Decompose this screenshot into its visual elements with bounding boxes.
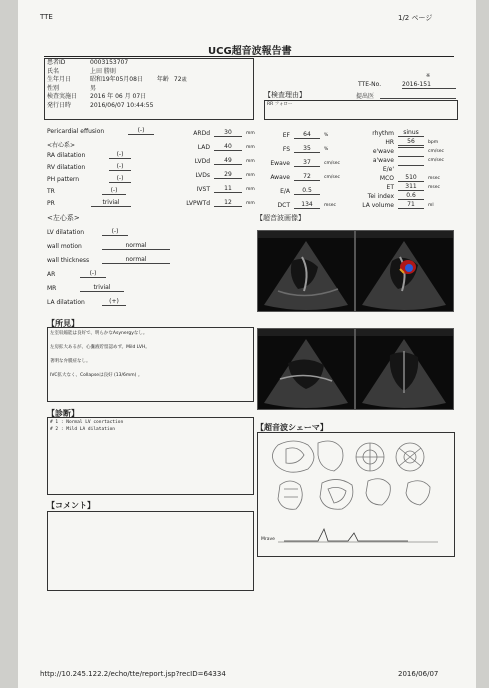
mr-value: trivial xyxy=(80,284,124,292)
exam-reason-label: 【検査理由】 xyxy=(264,91,306,99)
dims-value: 12 xyxy=(214,199,242,207)
echo-image-2 xyxy=(355,230,454,312)
dims-label: IVST xyxy=(196,186,210,193)
rhythm-label: MCO xyxy=(379,175,394,182)
schema-title: 【超音波シェーマ】 xyxy=(256,423,328,432)
finding-line-4: IVC拡大なく、Collapseは良好 (13/6mm) 。 xyxy=(50,373,143,378)
rhythm-unit: bpm xyxy=(428,140,439,145)
rhythm-unit: ml xyxy=(428,203,434,208)
finding-line-2: 左房拡大あるが、心嚢液貯留認めず。Mild LVH。 xyxy=(50,345,150,350)
dims-label: LVPWTd xyxy=(186,200,210,207)
exam-date: 2016 年 06 月 07日 xyxy=(90,93,147,101)
rhythm-unit: msec xyxy=(428,176,440,181)
note-mark: ※ xyxy=(426,73,431,79)
comment-title: 【コメント】 xyxy=(47,501,95,510)
rhythm-value xyxy=(398,147,424,148)
rv-value: (-) xyxy=(109,163,131,171)
exam-reason: RR フォロー xyxy=(267,102,293,107)
submitter-label: 提出医 xyxy=(356,93,375,100)
patient-name: 上田 勝則 xyxy=(90,67,116,75)
pr-value: trivial xyxy=(91,199,131,207)
submitter-line xyxy=(380,98,456,99)
ph-value: (-) xyxy=(109,175,131,183)
dims-unit: mm xyxy=(246,159,255,164)
rhythm-label: rhythm xyxy=(372,130,394,137)
right-heart-title: <右心系> xyxy=(47,142,76,149)
report-title: UCG超音波報告書 xyxy=(208,46,292,57)
func-unit: cm/sec xyxy=(324,161,340,166)
id-label: 患者ID xyxy=(47,59,66,66)
rv-label: RV dilatation xyxy=(47,164,86,171)
age-unit: 歳 xyxy=(181,77,187,84)
exam-reason-box xyxy=(264,100,458,120)
ph-label: PH pattern xyxy=(47,176,80,183)
func-value: 72 xyxy=(294,173,320,181)
patient-values xyxy=(90,59,187,111)
ar-value: (-) xyxy=(80,270,106,278)
rhythm-unit: cm/sec xyxy=(428,149,444,154)
la-label: LA dilatation xyxy=(47,299,85,306)
finding-line-1: 左室収縮能は良好で、明らかなAsynergyなし。 xyxy=(50,331,148,336)
rhythm-value: 311 xyxy=(398,183,424,191)
dims-value: 11 xyxy=(214,185,242,193)
func-label: DCT xyxy=(277,202,290,209)
rhythm-value: 56 xyxy=(398,138,424,146)
diagnosis-line-2: # 2 : Mild LA dilatation xyxy=(50,427,116,432)
report-page xyxy=(18,0,476,688)
dims-label: LVDs xyxy=(195,172,210,179)
dims-unit: mm xyxy=(246,131,255,136)
rhythm-value: 510 xyxy=(398,174,424,182)
age-label: 年齢 xyxy=(156,76,169,84)
comment-box xyxy=(47,511,254,591)
wall-thickness-label: wall thickness xyxy=(47,257,90,264)
ar-label: AR xyxy=(47,271,56,278)
rhythm-label: a'wave xyxy=(372,157,394,164)
func-value: 134 xyxy=(294,201,320,209)
issue-label: 発行日時 xyxy=(47,101,72,109)
rhythm-value: 71 xyxy=(398,201,424,209)
func-unit: cm/sec xyxy=(324,175,340,180)
func-unit: % xyxy=(324,133,329,138)
pericardial-label: Pericardial effusion xyxy=(47,128,105,135)
echo-image-4 xyxy=(355,328,454,410)
page-indicator: 1/2 ページ xyxy=(398,14,433,22)
lv-value: (-) xyxy=(102,228,128,236)
exam-date-label: 検査実施日 xyxy=(47,93,78,101)
echo-image-3 xyxy=(257,328,355,410)
func-unit: % xyxy=(324,147,329,152)
lv-label: LV dilatation xyxy=(47,229,85,236)
issue-datetime: 2016/06/07 10:44:55 xyxy=(90,101,154,109)
dims-value: 40 xyxy=(214,143,242,151)
sex-label: 性別 xyxy=(47,84,60,92)
func-value: 0.5 xyxy=(294,187,320,195)
heart-schema-diagram xyxy=(258,433,452,554)
dims-label: LAD xyxy=(197,144,210,151)
patient-sex: 男 xyxy=(90,84,97,92)
patient-age: 72 xyxy=(173,76,182,84)
dims-label: ARDd xyxy=(193,130,210,137)
dims-value: 29 xyxy=(214,171,242,179)
rhythm-unit: msec xyxy=(428,185,440,190)
header-left: TTE xyxy=(40,13,53,21)
func-label: Ewave xyxy=(270,160,290,167)
title-rule xyxy=(44,56,454,57)
func-value: 35 xyxy=(294,145,320,153)
ra-value: (-) xyxy=(109,151,131,159)
rhythm-value xyxy=(398,156,424,157)
func-value: 37 xyxy=(294,159,320,167)
findings-box xyxy=(47,327,254,402)
tr-value: (-) xyxy=(102,187,126,195)
rhythm-label: ET xyxy=(386,184,394,191)
tte-no: 2016-151 xyxy=(402,81,456,89)
dims-unit: mm xyxy=(246,145,255,150)
dob-label: 生年月日 xyxy=(47,76,72,84)
echo-image-1 xyxy=(257,230,355,312)
images-title: 【超音波画像】 xyxy=(256,214,305,222)
func-label: E/A xyxy=(280,188,290,195)
rhythm-value: sinus xyxy=(398,129,424,137)
rhythm-label: E/e' xyxy=(382,166,394,173)
func-unit: msec xyxy=(324,203,336,208)
dims-unit: mm xyxy=(246,201,255,206)
dims-unit: mm xyxy=(246,187,255,192)
func-label: Awave xyxy=(270,174,290,181)
findings-title: 【所見】 xyxy=(47,319,79,328)
pericardial-value: (-) xyxy=(128,127,154,135)
patient-dob: 昭和19年05月08日 xyxy=(90,76,143,84)
schema-wave-label: Mrave xyxy=(261,537,275,542)
pr-label: PR xyxy=(47,200,55,207)
func-label: FS xyxy=(282,146,290,153)
dims-unit: mm xyxy=(246,173,255,178)
rhythm-unit: cm/sec xyxy=(428,158,444,163)
wall-motion-value: normal xyxy=(102,242,170,250)
finding-line-3: 著明な弁膜症なし。 xyxy=(50,359,91,364)
footer-date: 2016/06/07 xyxy=(398,670,439,678)
func-value: 64 xyxy=(294,131,320,139)
left-heart-title: <左心系> xyxy=(47,214,80,222)
wall-thickness-value: normal xyxy=(102,256,170,264)
dims-value: 49 xyxy=(214,157,242,165)
rhythm-label: e'wave xyxy=(372,148,394,155)
rhythm-label: Tei index xyxy=(367,193,394,200)
patient-id: 0003153707 xyxy=(90,59,129,66)
mr-label: MR xyxy=(47,285,57,292)
ra-label: RA dilatation xyxy=(47,152,86,159)
tr-label: TR xyxy=(47,188,55,195)
diagnosis-title: 【診断】 xyxy=(47,409,79,418)
wall-motion-label: wall motion xyxy=(47,243,82,250)
tte-no-label: TTE-No. xyxy=(358,81,382,88)
rhythm-label: LA volume xyxy=(362,202,394,209)
la-value: (+) xyxy=(102,298,126,306)
name-label: 氏名 xyxy=(47,67,60,75)
rhythm-value xyxy=(398,165,424,166)
func-label: EF xyxy=(282,132,290,139)
rhythm-label: HR xyxy=(385,139,394,146)
diagnosis-line-1: # 1 : Normal LV conrtaction xyxy=(50,420,124,425)
dims-label: LVDd xyxy=(194,158,210,165)
rhythm-value: 0.6 xyxy=(398,192,424,200)
footer-url[interactable]: http://10.245.122.2/echo/tte/report.jsp?recID=64334 xyxy=(40,670,226,678)
dims-value: 30 xyxy=(214,129,242,137)
patient-labels xyxy=(47,59,77,111)
